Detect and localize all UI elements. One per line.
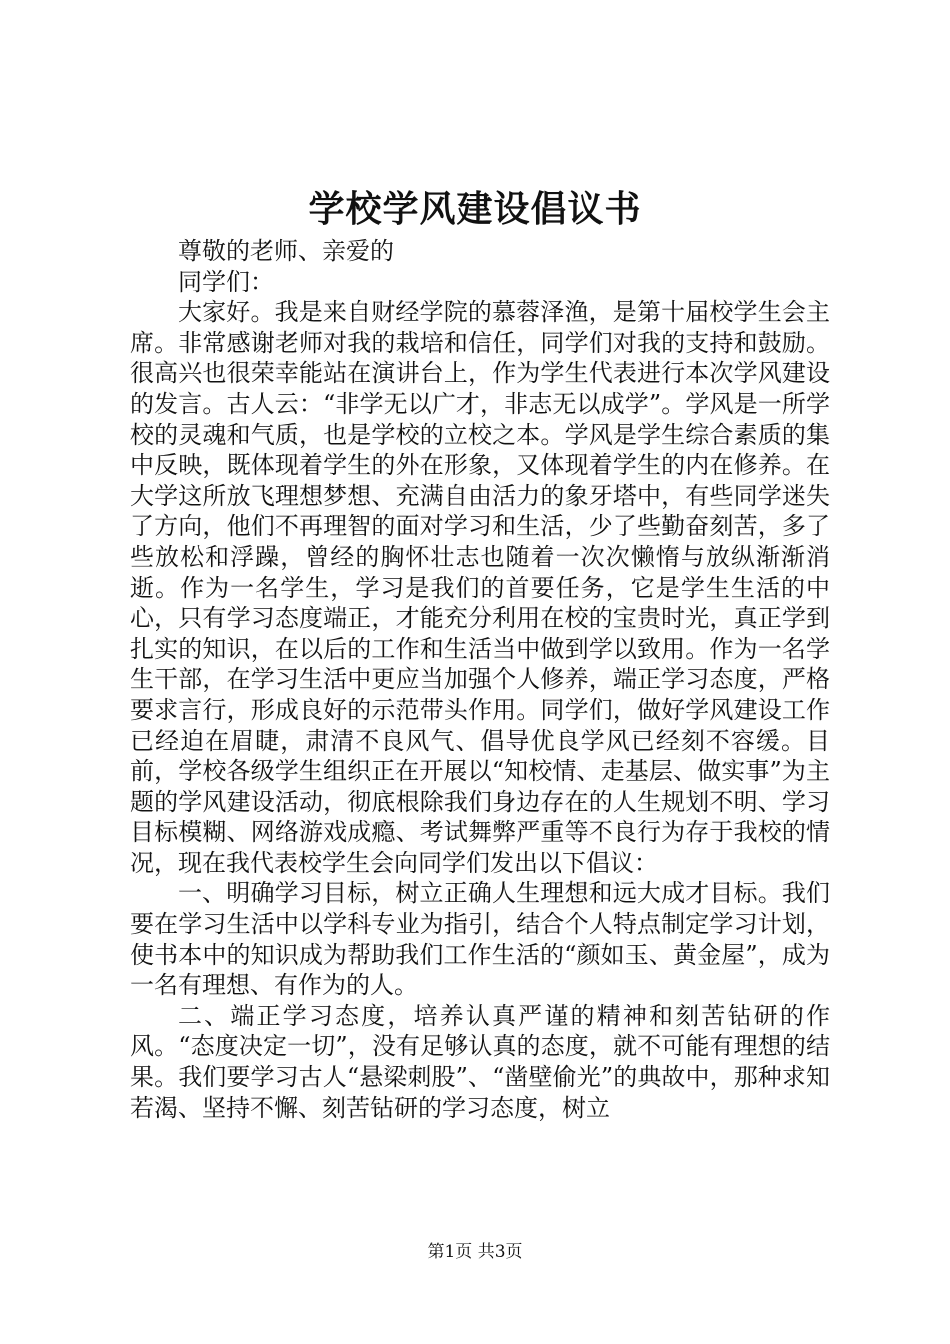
salutation-line-1: 尊敬的老师、亲爱的 [178, 237, 394, 265]
document-body [130, 236, 830, 1123]
body-paragraph-intro: 大家好。我是来自财经学院的慕蓉泽渔，是第十届校学生会主席。非常感谢老师对我的栽培和信任，同学们对我的支持和鼓励。很高兴也很荣幸能站在演讲台上，作为学生代表进行本次学风建设的发言。古人云：“非学无以广才，非志无以成学”。学风是一所学校的灵魂和气质，也是学校的立校之本。学风是学生综合素质的集中反映，既体现着学生的外在形象，又体现着学生的内在修养。在大学这所放飞理想梦想、充满自由活力的象牙塔中，有些同学迷失了方向，他们不再理智的面对学习和生活，少了些勤奋刻苦，多了些放松和浮躁，曾经的胸怀壮志也随着一次次懒惰与放纵渐渐消逝。作为一名学生，学习是我们的首要任务，它是学生生活的中心，只有学习态度端正，才能充分利用在校的宝贵时光，真正学到扎实的知识，在以后的工作和生活当中做到学以致用。作为一名学生干部，在学习生活中更应当加强个人修养，端正学习态度，严格要求言行，形成良好的示范带头作用。同学们，做好学风建设工作已经迫在眉睫，肃清不良风气、倡导优良学风已经刻不容缓。目前，学校各级学生组织正在开展以“知校情、走基层、做实事”为主题的学风建设活动，彻底根除我们身边存在的人生规划不明、学习目标模糊、网络游戏成瘾、考试舞弊严重等不良行为存于我校的情况，现在我代表校学生会向同学们发出以下倡议： [130, 298, 830, 877]
document-title: 学校学风建设倡议书 [308, 188, 642, 230]
body-paragraph-proposal-2: 二、端正学习态度，培养认真严谨的精神和刻苦钻研的作风。“态度决定一切”，没有足够认真的态度，就不可能有理想的结果。我们要学习古人“悬梁刺股”、“凿壁偷光”的典故中，那种求知若渴、坚持不懈、刻苦钻研的学习态度，树立 [130, 1001, 830, 1122]
salutation-line-2: 同学们： [178, 267, 274, 296]
page-number-footer: 第1页 共3页 [427, 1242, 523, 1262]
body-paragraph-proposal-1: 一、明确学习目标，树立正确人生理想和远大成才目标。我们要在学习生活中以学科专业为指引，结合个人特点制定学习计划，使书本中的知识成为帮助我们工作生活的“颜如玉、黄金屋”，成为一名有理想、有作为的人。 [130, 879, 830, 1000]
